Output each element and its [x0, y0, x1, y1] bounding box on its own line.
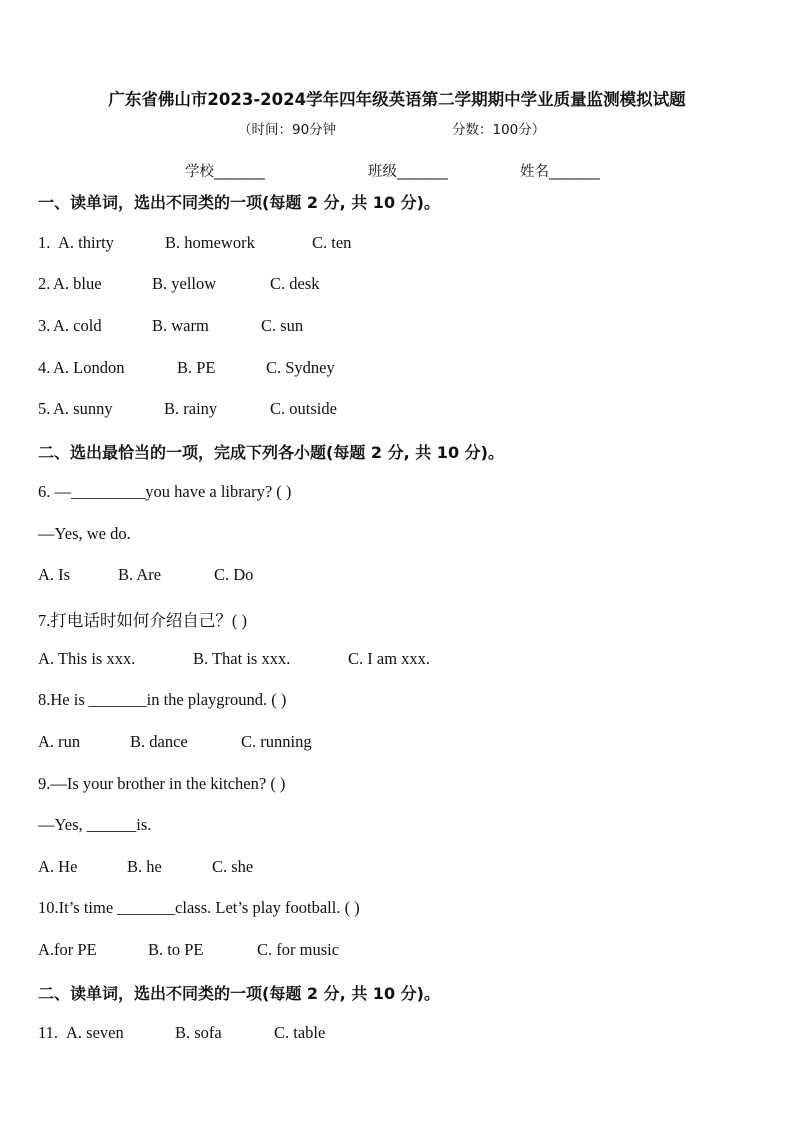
- option-b: B. he: [127, 857, 162, 876]
- question-11: [38, 1023, 58, 1043]
- option-a: A. London: [53, 358, 125, 377]
- option-c: C. outside: [270, 399, 337, 418]
- option-c: C. ten: [312, 233, 352, 252]
- option-c: C. sun: [261, 316, 304, 335]
- option-a: A. cold: [53, 316, 102, 335]
- question-5: [38, 399, 50, 419]
- question-1: [38, 233, 50, 253]
- option-c: C. running: [241, 732, 312, 751]
- student-info: [0, 160, 794, 180]
- question-8: 8.He is _______in the playground. ( ): [38, 690, 287, 709]
- question-7: 7.打电话时如何介绍自己？( ): [38, 611, 247, 630]
- option-b: B. rainy: [164, 399, 218, 418]
- school-field: 学校_______: [185, 164, 265, 180]
- class-field: 班级_______: [368, 164, 448, 180]
- question-number: 4.: [38, 358, 51, 377]
- answer-line: —Yes, we do.: [38, 524, 131, 543]
- section-heading: 二、选出最恰当的一项，完成下列各小题(每题 2 分, 共 10 分)。: [38, 443, 504, 462]
- name-field: 姓名_______: [520, 164, 600, 180]
- exam-score: 分数：100分）: [452, 122, 546, 138]
- option-c: C. I am xxx.: [348, 649, 431, 668]
- option-c: C. she: [212, 857, 254, 876]
- option-b: B. to PE: [148, 940, 204, 959]
- option-a: A. He: [38, 857, 78, 876]
- option-a: A.for PE: [38, 940, 97, 959]
- section-heading: 一、读单词，选出不同类的一项(每题 2 分, 共 10 分)。: [38, 193, 440, 212]
- option-b: B. warm: [152, 316, 209, 335]
- option-b: B. That is xxx.: [193, 649, 291, 668]
- option-a: A. run: [38, 732, 81, 751]
- section-heading: 二、读单词，选出不同类的一项(每题 2 分, 共 10 分)。: [38, 984, 440, 1003]
- option-a: A. blue: [53, 274, 102, 293]
- question-number: 5.: [38, 399, 51, 418]
- question-10: 10.It’s time _______class. Let’s play football. ( ): [38, 898, 360, 917]
- option-b: B. Are: [118, 565, 162, 584]
- exam-time: （时间：90分钟: [238, 122, 337, 138]
- question-4: [38, 358, 50, 378]
- option-c: C. for music: [257, 940, 340, 959]
- page-title: 广东省佛山市2023-2024学年四年级英语第二学期期中学业质量监测模拟试题: [108, 90, 686, 109]
- question-3: [38, 316, 50, 336]
- option-c: C. desk: [270, 274, 320, 293]
- option-a: A. This is xxx.: [38, 649, 136, 668]
- option-b: B. yellow: [152, 274, 217, 293]
- option-c: C. table: [274, 1023, 326, 1042]
- question-number: 3.: [38, 316, 51, 335]
- option-a: A. seven: [66, 1023, 124, 1042]
- question-number: 1.: [38, 233, 51, 252]
- question-number: 2.: [38, 274, 51, 293]
- question-9: 9.—Is your brother in the kitchen? ( ): [38, 774, 286, 793]
- option-c: C. Sydney: [266, 358, 335, 377]
- option-b: B. dance: [130, 732, 188, 751]
- option-a: A. sunny: [53, 399, 113, 418]
- option-b: B. homework: [165, 233, 255, 252]
- exam-meta: [0, 118, 794, 138]
- option-a: A. Is: [38, 565, 71, 584]
- option-a: A. thirty: [58, 233, 114, 252]
- question-2: [38, 274, 50, 294]
- option-c: C. Do: [214, 565, 254, 584]
- question-6: 6. —_________you have a library? ( ): [38, 482, 292, 501]
- question-number: 11.: [38, 1023, 59, 1042]
- answer-line: —Yes, ______is.: [38, 815, 152, 834]
- option-b: B. PE: [177, 358, 216, 377]
- option-b: B. sofa: [175, 1023, 222, 1042]
